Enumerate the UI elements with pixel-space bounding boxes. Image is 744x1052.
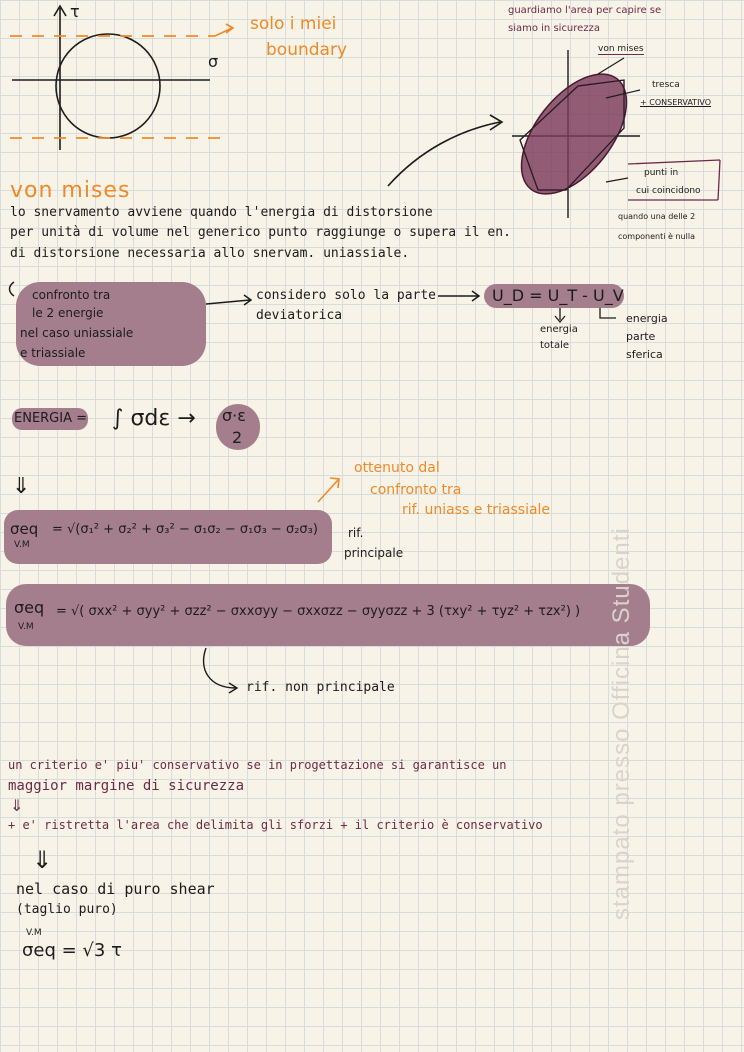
criterio-line2: maggior margine di sicurezza: [8, 778, 245, 794]
punti-pointer: [606, 178, 628, 182]
boundary-dashes: [10, 36, 225, 138]
eq1-lhs-top: σeq: [10, 520, 39, 538]
eq2-lhs-bottom: V.M: [18, 622, 34, 632]
ottenuto-line2: confronto tra: [370, 482, 462, 498]
caption-2: componenti è nulla: [618, 232, 695, 241]
tau-label: τ: [70, 2, 80, 21]
criterio-line3: + e' ristretta l'area che delimita gli sforzi + il criterio è conservativo: [8, 818, 543, 832]
shear-line1: nel caso di puro shear: [16, 880, 215, 898]
vonmises-heading: von mises: [10, 178, 131, 203]
ottenuto-arrow: [318, 478, 339, 502]
nonprincipale-arrow: [204, 648, 237, 693]
label-conservativo: + CONSERVATIVO: [640, 98, 712, 107]
caption-1: quando una delle 2: [618, 212, 696, 221]
boundary-note-line1: solo i miei: [250, 14, 337, 34]
totale-arrow: [555, 306, 565, 322]
considero-arrow: [206, 295, 251, 305]
down-arrow-1: ⇓: [12, 474, 31, 499]
confronto-line4: e triassiale: [20, 346, 86, 360]
shear-line2: (taglio puro): [16, 902, 118, 917]
energia-sferica-2: parte: [626, 330, 656, 343]
curve-arrow: [388, 115, 502, 186]
eq2-note: rif. non principale: [246, 680, 395, 695]
vonmises-ellipse: [501, 55, 647, 212]
watermark: stampato presso Officina Studenti: [608, 527, 635, 920]
label-punti-2: cui coincidono: [636, 186, 701, 196]
energia-sferica-1: energia: [626, 312, 668, 325]
formula-arrow: [438, 291, 479, 301]
energia-result-bottom: 2: [232, 428, 243, 447]
ottenuto-line3: rif. uniass e triassiale: [402, 502, 551, 518]
ud-formula: U_D = U_T - U_V: [492, 286, 624, 305]
criterio-arrow1: ⇓: [10, 796, 24, 815]
label-punti-1: punti in: [644, 168, 679, 178]
energia-totale-2: totale: [540, 340, 570, 351]
boundary-arrow: [215, 24, 233, 36]
shear-eq: σeq = √3 τ: [22, 940, 122, 961]
criterio-arrow2: ⇓: [32, 846, 53, 874]
confronto-line1: confronto tra: [32, 288, 111, 302]
mohr-diagram: [12, 6, 210, 150]
eq2-lhs-top: σeq: [14, 598, 45, 617]
sigma-label: σ: [208, 52, 219, 71]
considero-line1: considero solo la parte: [256, 288, 437, 303]
confronto-line2: le 2 energie: [32, 306, 104, 320]
eq1-note-1: rif.: [348, 526, 364, 540]
energia-label: ENERGIA =: [14, 411, 88, 426]
confronto-line3: nel caso uniassiale: [20, 326, 134, 340]
criteria-diagram: [501, 50, 647, 218]
eq1-note-2: principale: [344, 546, 404, 560]
energia-result-top: σ·ε: [222, 406, 246, 425]
mohr-circle: [56, 34, 160, 138]
vonmises-pointer: [598, 58, 624, 74]
vonmises-para-line3: di distorsione necessaria allo snervam. uniassiale.: [10, 246, 410, 261]
question-line2: siamo in sicurezza: [508, 23, 600, 34]
label-tresca: tresca: [652, 80, 680, 90]
eq1-pill: [4, 510, 332, 564]
label-vonmises: von mises: [598, 44, 644, 54]
considero-line2: deviatorica: [256, 308, 343, 323]
eq1-lhs-bottom: V.M: [14, 540, 30, 550]
vonmises-para-line1: lo snervamento avviene quando l'energia di distorsione: [10, 205, 433, 220]
question-line1: guardiamo l'area per capire se: [508, 5, 662, 16]
eq1-formula: = √(σ₁² + σ₂² + σ₃² − σ₁σ₂ − σ₁σ₃ − σ₂σ₃): [52, 522, 318, 537]
bracket-arrow: [10, 282, 15, 296]
ottenuto-line1: ottenuto dal: [354, 460, 440, 476]
energia-totale-1: energia: [540, 324, 578, 335]
energia-sferica-3: sferica: [626, 348, 663, 361]
shear-eq-top: V.M: [26, 928, 42, 938]
criterio-line1: un criterio e' piu' conservativo se in progettazione si garantisce un: [8, 758, 507, 772]
boundary-note-line2: boundary: [266, 40, 347, 60]
eq2-formula: = √( σxx² + σyy² + σzz² − σxxσyy − σxxσzz − σyyσzz + 3 (τxy² + τyz² + τzx²) ): [56, 604, 581, 619]
vonmises-para-line2: per unità di volume nel generico punto raggiunge o supera il en.: [10, 225, 511, 240]
energia-integral: ∫ σdε →: [112, 406, 196, 431]
